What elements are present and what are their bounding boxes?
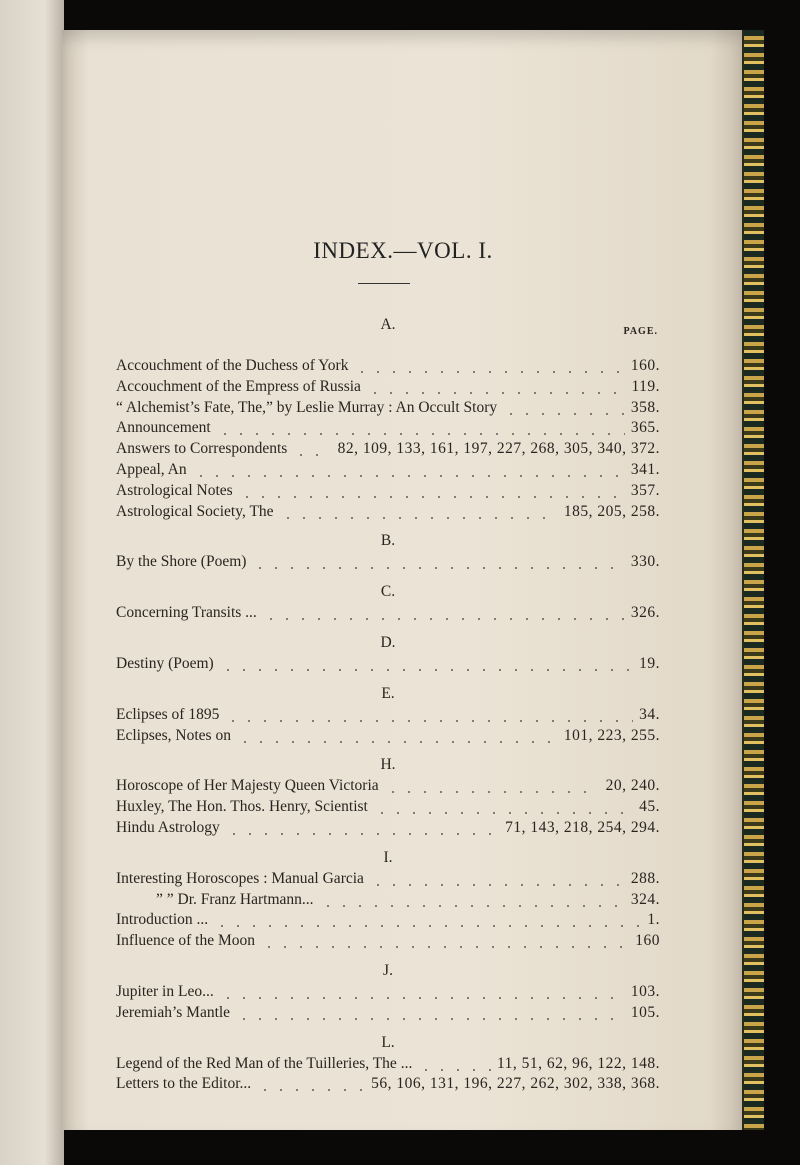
page-column-header: PAGE.: [623, 326, 658, 337]
index-entry: [116, 377, 660, 398]
dot-leader: [220, 982, 625, 1003]
entry-title: Jupiter in Leo...: [116, 982, 214, 1000]
entry-pages: 326.: [630, 604, 660, 622]
section-letter: D.: [380, 633, 396, 651]
section-letter: L.: [381, 1033, 395, 1051]
dot-leader: [367, 377, 626, 398]
entry-pages: 160: [635, 932, 660, 950]
entry-pages: 1.: [647, 911, 660, 929]
index-entry: [116, 776, 660, 797]
index-entry: [116, 982, 660, 1003]
section-letter: C.: [380, 583, 396, 601]
index-entry: [116, 481, 660, 502]
entry-pages: 330.: [630, 553, 660, 571]
dot-leader: [280, 502, 558, 523]
dot-leader: [374, 797, 633, 818]
entry-title: Influence of the Moon: [116, 932, 256, 950]
entry-title: Jeremiah’s Mantle: [116, 1003, 231, 1021]
section-letter: A.: [380, 316, 396, 333]
entry-title: Letters to the Editor...: [116, 1075, 252, 1093]
dot-leader: [217, 418, 625, 439]
index-entry: [116, 439, 660, 460]
index-entry: [116, 1003, 660, 1024]
entry-title: Introduction ...: [116, 911, 209, 929]
entry-pages: 357.: [630, 481, 660, 499]
page-title: INDEX.—VOL. I.: [313, 238, 493, 263]
gilt-page-edge: [742, 30, 764, 1130]
index-entry: [116, 398, 660, 419]
entry-title: Appeal, An: [116, 460, 187, 478]
index-entry: [116, 654, 660, 675]
entry-title: Huxley, The Hon. Thos. Henry, Scientist: [116, 798, 368, 816]
dot-leader: [418, 1054, 491, 1075]
entry-pages: 34.: [639, 705, 660, 723]
entry-title: ” ” Dr. Franz Hartmann...: [156, 890, 314, 908]
entry-title: Announcement: [116, 419, 211, 437]
facing-page: [0, 0, 64, 1165]
entry-title: Astrological Notes: [116, 481, 233, 499]
index-list: [116, 306, 660, 1095]
entry-pages: 82, 109, 133, 161, 197, 227, 268, 305, 340, 372.: [337, 440, 660, 458]
entry-pages: 160.: [630, 357, 660, 374]
section-letter: J.: [383, 961, 393, 979]
section-letter: E.: [381, 684, 395, 702]
dot-leader: [261, 931, 629, 952]
index-entry: [116, 869, 660, 890]
entry-title: Concerning Transits ...: [116, 604, 257, 622]
index-entry: [116, 931, 660, 952]
entry-title: Accouchment of the Empress of Russia: [116, 377, 361, 395]
dot-leader: [236, 1003, 625, 1024]
dot-leader: [225, 705, 633, 726]
index-entry: [116, 818, 660, 839]
dot-leader: [263, 603, 625, 624]
entry-title: Interesting Horoscopes : Manual Garcia: [116, 869, 364, 887]
entry-title: Answers to Correspondents: [116, 440, 288, 458]
index-entry: [116, 1054, 660, 1075]
entry-pages: 56, 106, 131, 196, 227, 262, 302, 338, 368.: [371, 1075, 660, 1093]
index-entry: [116, 910, 660, 931]
entry-pages: 20, 240.: [605, 777, 660, 795]
entry-title: Legend of the Red Man of the Tuilleries, The ...: [116, 1054, 413, 1072]
dot-leader: [220, 654, 633, 675]
entry-pages: 119.: [631, 377, 660, 395]
dot-leader: [293, 439, 331, 460]
section-letter: I.: [383, 848, 393, 866]
index-entry: [116, 726, 660, 747]
index-entry: [116, 552, 660, 573]
entry-pages: 105.: [630, 1003, 660, 1021]
dot-leader: [503, 398, 625, 419]
dot-leader: [239, 481, 625, 502]
entry-pages: 365.: [630, 419, 660, 437]
entry-title: Eclipses, Notes on: [116, 726, 231, 744]
index-entry: [116, 460, 660, 481]
index-entry: [116, 797, 660, 818]
section-letter: H.: [380, 756, 396, 774]
entry-pages: 45.: [639, 798, 660, 816]
entry-title: Eclipses of 1895: [116, 705, 220, 723]
entry-pages: 358.: [630, 398, 660, 416]
entry-pages: 103.: [630, 982, 660, 1000]
dot-leader: [214, 910, 641, 931]
index-entry: [116, 1074, 660, 1095]
entry-title: Accouchment of the Duchess of York: [116, 357, 349, 374]
entry-pages: 341.: [630, 460, 660, 478]
index-entry: [116, 705, 660, 726]
index-entry: [116, 890, 660, 911]
dot-leader: [257, 1074, 365, 1095]
index-entry: [116, 418, 660, 439]
book-page: [62, 30, 744, 1130]
title-rule: [358, 283, 410, 284]
dot-leader: [320, 890, 625, 911]
entry-pages: 185, 205, 258.: [563, 502, 660, 520]
entry-pages: 101, 223, 255.: [563, 726, 660, 744]
entry-title: Hindu Astrology: [116, 818, 220, 836]
dot-leader: [370, 869, 625, 890]
entry-pages: 288.: [630, 869, 660, 887]
entry-title: Astrological Society, The: [116, 502, 274, 520]
dot-leader: [193, 460, 625, 481]
entry-title: “ Alchemist’s Fate, The,” by Leslie Murray : An Occult Story: [116, 398, 498, 416]
entry-pages: 71, 143, 218, 254, 294.: [505, 818, 660, 836]
section-letter: B.: [380, 532, 396, 550]
dot-leader: [226, 818, 499, 839]
dot-leader: [252, 552, 624, 573]
entry-title: Horoscope of Her Majesty Queen Victoria: [116, 777, 379, 795]
entry-pages: 324.: [630, 890, 660, 908]
entry-title: By the Shore (Poem): [116, 553, 247, 571]
dot-leader: [385, 776, 600, 797]
dot-leader: [237, 726, 558, 747]
index-entry: [116, 502, 660, 523]
dot-leader: [354, 356, 624, 377]
entry-pages: 19.: [639, 654, 660, 672]
index-entry: [116, 356, 660, 377]
entry-pages: 11, 51, 62, 96, 122, 148.: [496, 1054, 660, 1072]
entry-title: Destiny (Poem): [116, 654, 214, 672]
index-entry: [116, 603, 660, 624]
